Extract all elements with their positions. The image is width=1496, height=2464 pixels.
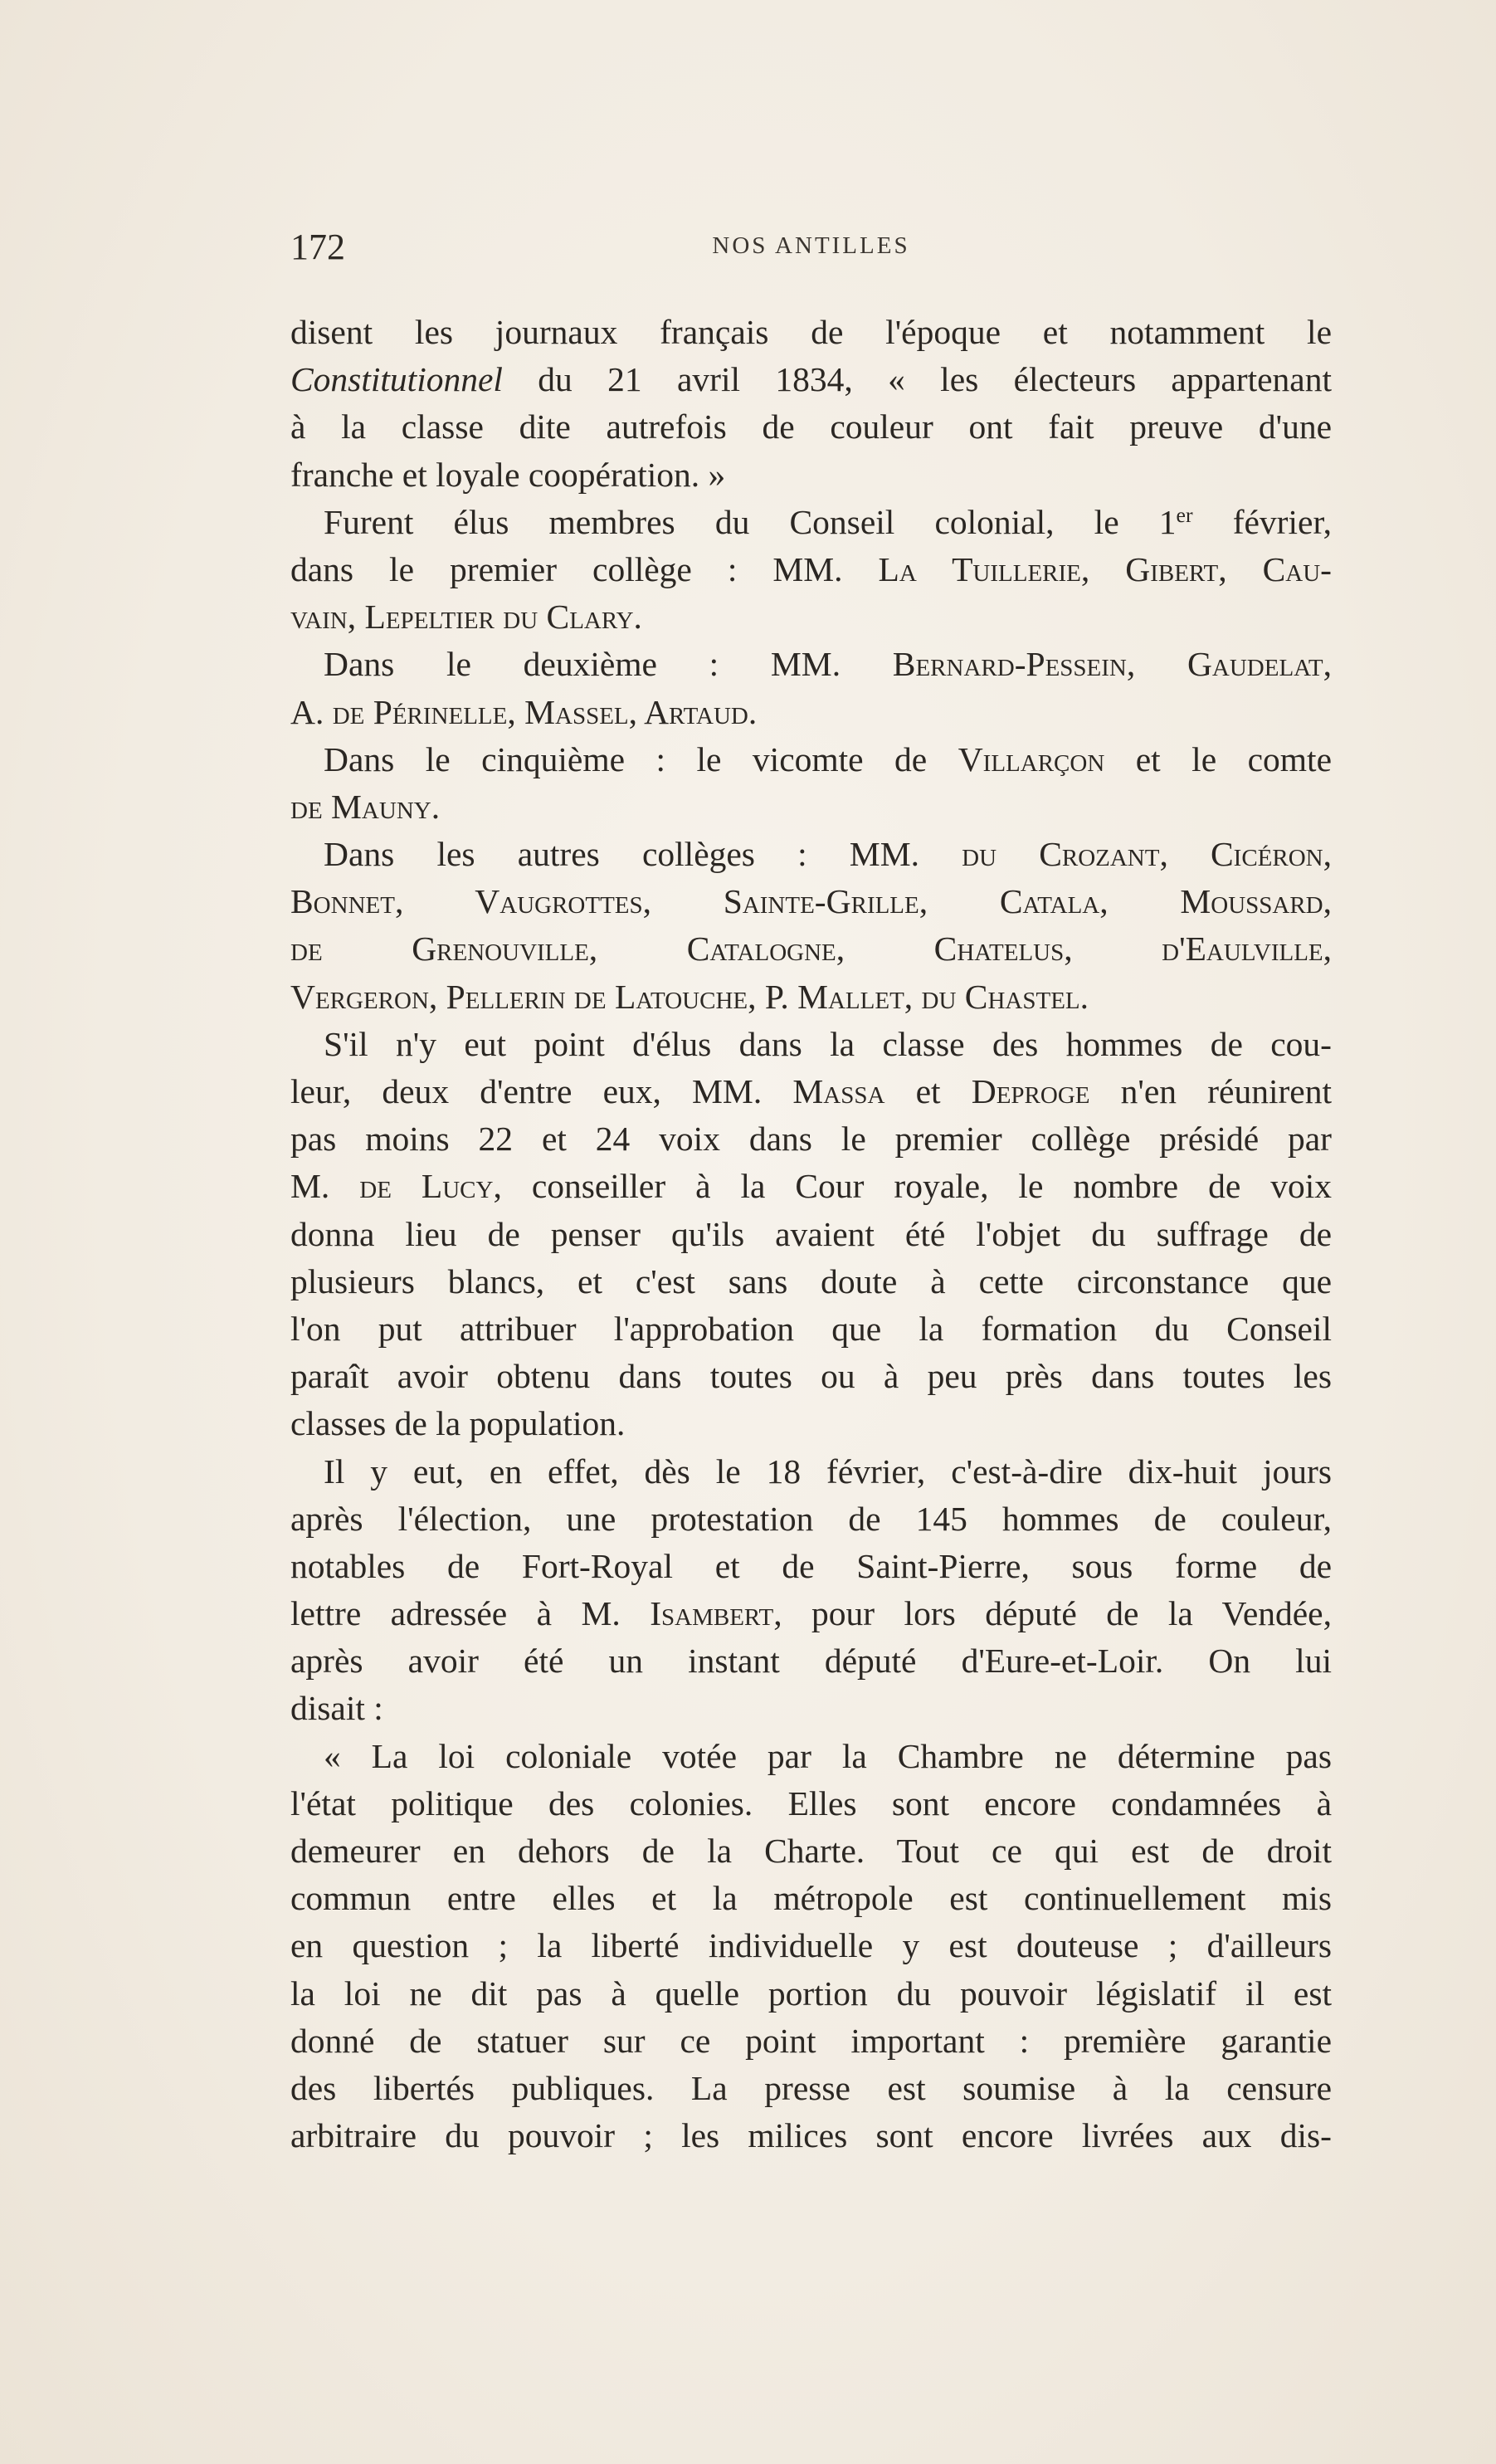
text-line: Dans le deuxième : MM. Bernard-Pessein, Gaudelat, (324, 645, 1332, 684)
text-line: notables de Fort-Royal et de Saint-Pierre, sous forme de (290, 1546, 1332, 1585)
text-line: à la classe dite autrefois de couleur ont fait preuve d'une (290, 407, 1332, 446)
text-line: franche et loyale coopération. » (290, 455, 726, 494)
text-line: l'on put attribuer l'approbation que la formation du Conseil (290, 1309, 1332, 1348)
names: du Crozant, Cicéron, (962, 835, 1333, 874)
text-line: Dans le cinquième : le vicomte de Villarçon et le comte (324, 739, 1332, 778)
names: A. de Périnelle, Massel, Artaud. (290, 692, 758, 731)
text-line: lettre adressée à M. Isambert, pour lors député de la Vendée, (290, 1594, 1332, 1633)
names: Massa (792, 1072, 885, 1110)
names: Vergeron, Pellerin de Latouche, P. Mallet, du Chastel. (290, 977, 1089, 1016)
text-line: des libertés publiques. La presse est soumise à la censure (290, 2068, 1332, 2107)
text-line: disait : (290, 1689, 383, 1728)
text-line (290, 925, 1332, 973)
text-line: « La loi coloniale votée par la Chambre ne détermine pas (324, 1736, 1332, 1775)
running-title: NOS ANTILLES (712, 232, 910, 259)
text-line: classes de la population. (290, 1404, 626, 1443)
text-line (290, 878, 1332, 925)
text-line: la loi ne dit pas à quelle portion du pouvoir législatif il est (290, 1974, 1332, 2013)
names: de Lucy (359, 1167, 494, 1206)
text-line: disent les journaux français de l'époque et notamment le (290, 313, 1332, 351)
body-text (290, 309, 1332, 2159)
text-line: dans le premier collège : MM. La Tuillerie, Gibert, Cau- (290, 549, 1332, 588)
text-line: l'état politique des colonies. Elles sont encore condamnées à (290, 1783, 1332, 1822)
text-line: leur, deux d'entre eux, MM. Massa et Deproge n'en réunirent (290, 1072, 1333, 1110)
names: Villarçon (958, 739, 1105, 778)
journal-title: Constitutionnel (290, 360, 503, 399)
text-line: Il y eut, en effet, dès le 18 février, c'est-à-dire dix-huit jours (324, 1452, 1332, 1491)
names: La Tuillerie, Gibert, Cau- (878, 549, 1332, 588)
text-line: pas moins 22 et 24 voix dans le premier collège présidé par (290, 1120, 1332, 1159)
text-line: commun entre elles et la métropole est continuellement mis (290, 1879, 1332, 1918)
text-line: en question ; la liberté individuelle y est douteuse ; d'ailleurs (290, 1926, 1332, 1965)
page-header (290, 226, 1332, 276)
text-line: donné de statuer sur ce point important : première garantie (290, 2021, 1332, 2060)
text-line: arbitraire du pouvoir ; les milices sont encore livrées aux dis- (290, 2116, 1332, 2155)
text-line: après l'élection, une protestation de 145 hommes de couleur, (290, 1499, 1332, 1538)
text-line: plusieurs blancs, et c'est sans doute à cette circonstance que (290, 1261, 1332, 1300)
text-line: M. de Lucy, conseiller à la Cour royale, le nombre de voix (290, 1167, 1332, 1206)
text-line (290, 973, 1332, 1021)
text-line: Furent élus membres du Conseil colonial, le 1er février, (324, 502, 1332, 541)
text-line (290, 689, 1332, 736)
text-line: donna lieu de penser qu'ils avaient été l'objet du suffrage de (290, 1214, 1332, 1253)
text-line: Dans les autres collèges : MM. du Crozant, Cicéron, (324, 835, 1333, 874)
page-number: 172 (290, 227, 345, 267)
text-line: paraît avoir obtenu dans toutes ou à peu près dans toutes les (290, 1357, 1332, 1396)
text-line (290, 783, 1332, 831)
names: vain, Lepeltier du Clary. (290, 598, 642, 637)
text-line: S'il n'y eut point d'élus dans la classe des hommes de cou- (324, 1024, 1332, 1063)
superscript: er (1176, 502, 1193, 527)
text-line: demeurer en dehors de la Charte. Tout ce qui est de droit (290, 1832, 1332, 1870)
names: Bonnet, Vaugrottes, Sainte-Grille, Catala, Moussard, (290, 882, 1332, 921)
text-line: Constitutionnel du 21 avril 1834, « les électeurs appartenant (290, 360, 1332, 399)
text-line: après avoir été un instant député d'Eure-et-Loir. On lui (290, 1642, 1332, 1681)
text-line (290, 593, 1332, 641)
names: Deproge (971, 1072, 1090, 1110)
names: de Mauny. (290, 787, 441, 826)
names: Bernard-Pessein, Gaudelat, (892, 645, 1332, 684)
names: de Grenouville, Catalogne, Chatelus, d'Eaulville, (290, 929, 1332, 969)
names: Isambert (650, 1594, 774, 1633)
